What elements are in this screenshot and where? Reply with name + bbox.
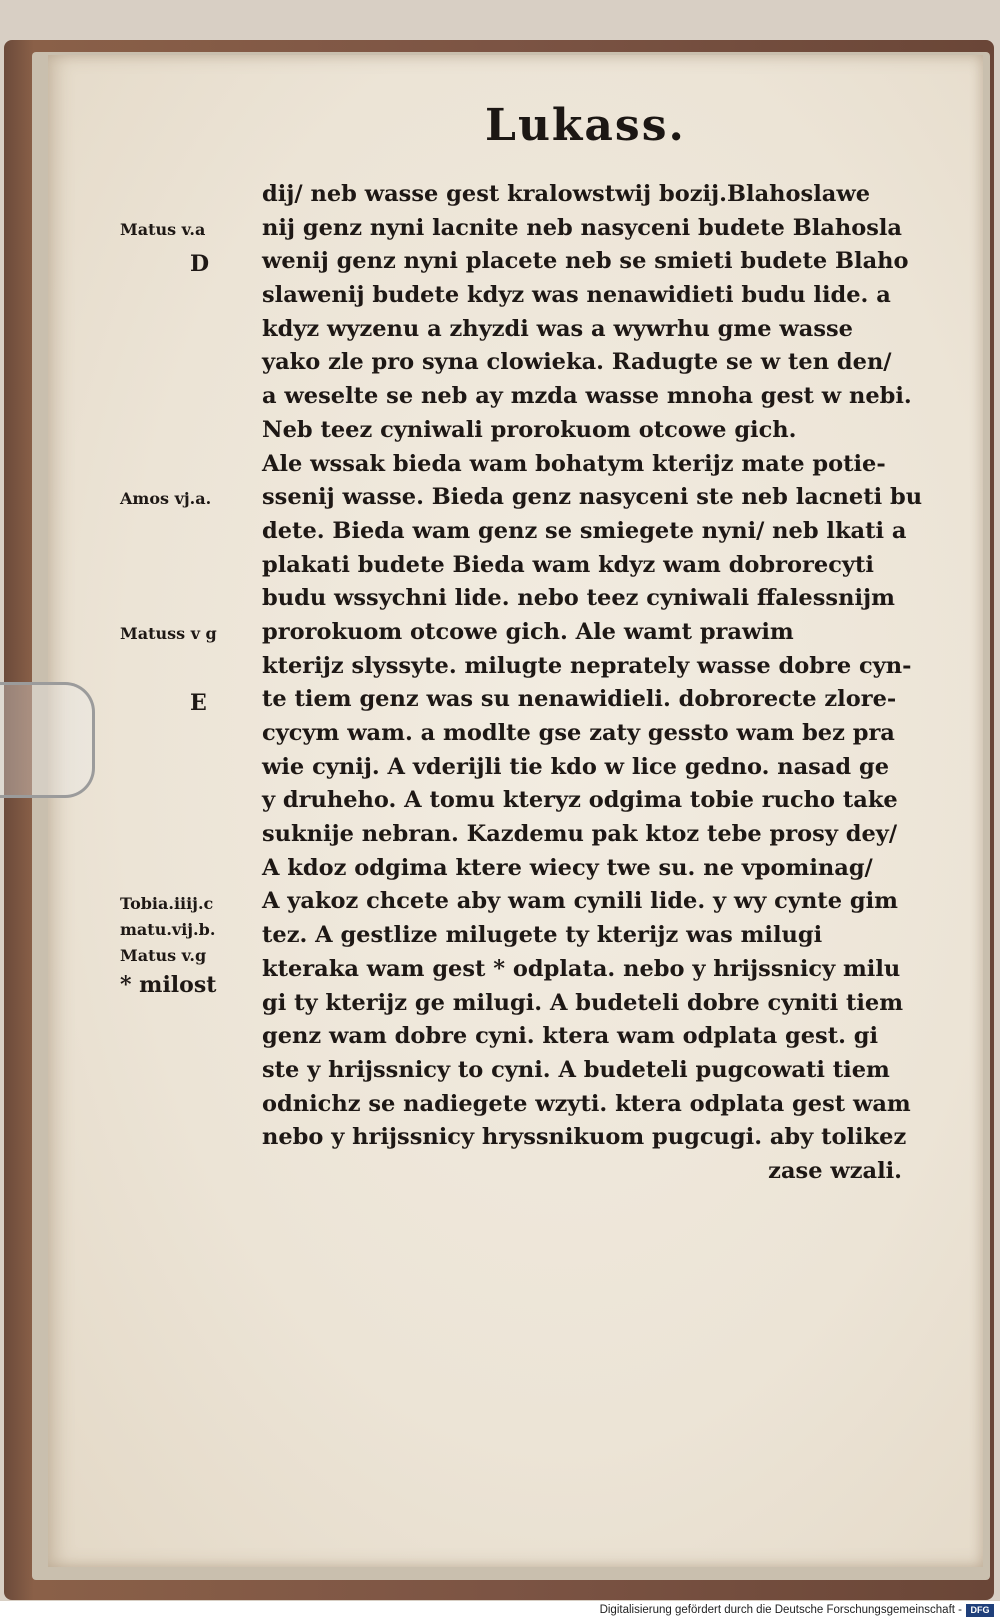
text-line: genz wam dobre cyni. ktera wam odplata gest. gi (262, 1023, 879, 1050)
text-line: wenij genz nyni placete neb se smieti budete Blaho (262, 248, 909, 275)
marginal-note: * milost (120, 971, 217, 998)
text-line: kdyz wyzenu a zhyzdi was a wywrhu gme wasse (262, 315, 853, 342)
marginal-note: Matus v.a (120, 219, 206, 239)
text-line: A yakoz chcete aby wam cynili lide. y wy cynte gim (262, 888, 898, 915)
text-line: tez. A gestlize milugete ty kterijz was milugi (262, 922, 823, 949)
text-line: A kdoz odgima ktere wiecy twe su. ne vpominag/ (262, 854, 873, 881)
text-line: ste y hrijssnicy to cyni. A budeteli pugcowati tiem (262, 1056, 890, 1083)
text-line: budu wssychni lide. nebo teez cyniwali ffalessnijm (262, 585, 895, 612)
text-line: cycym wam. a modlte gse zaty gessto wam bez pra (262, 720, 895, 746)
text-line: y druheho. A tomu kteryz odgima tobie rucho take (262, 787, 898, 814)
body-text (262, 178, 922, 1189)
text-line: nij genz nyni lacnite neb nasyceni budete Blahosla (262, 214, 902, 241)
page-clip (0, 682, 95, 798)
text-line: kteraka wam gest * odplata. nebo y hrijssnicy milu (262, 955, 901, 982)
text-line: slawenij budete kdyz was nenawidieti budu lide. a (262, 282, 891, 309)
text-line: ssenij wasse. Bieda genz nasyceni ste neb lacneti bu (262, 484, 923, 511)
text-line: a weselte se neb ay mzda wasse mnoha gest w nebi. (262, 383, 912, 410)
text-line: gi ty kterijz ge milugi. A budeteli dobre cyniti tiem (262, 989, 904, 1016)
text-line: Ale wssak bieda wam bohatym kterijz mate potie- (262, 450, 886, 477)
text-line: dij/ neb wasse gest kralowstwij bozij.Blahoslawe (262, 181, 871, 207)
text-line: odnichz se nadiegete wzyti. ktera odplata gest wam (262, 1090, 911, 1117)
text-line: zase wzali. (768, 1157, 902, 1184)
text-line: kterijz slyssyte. milugte neprately wasse dobre cyn- (262, 652, 912, 679)
marginal-note: Tobia.iiij.c (120, 893, 214, 913)
marginal-note: Matus v.g (120, 945, 207, 965)
text-line: te tiem genz was su nenawidieli. dobrorecte zlore- (262, 686, 897, 713)
footer-bar (0, 1601, 1000, 1621)
marginal-note: D (190, 251, 210, 278)
text-line: wie cynij. A vderijli tie kdo w lice gedno. nasad ge (262, 753, 890, 780)
text-line: plakati budete Bieda wam kdyz wam dobrorecyti (262, 551, 874, 578)
footer-credit: Digitalisierung gefördert durch die Deutsche Forschungsgemeinschaft - (599, 1604, 962, 1616)
text-line: nebo y hrijssnicy hryssnikuom pugcugi. aby tolikez (262, 1124, 907, 1151)
dfg-logo-icon: DFG (966, 1604, 994, 1617)
running-head: Lukass. (485, 100, 686, 151)
text-line: dete. Bieda wam genz se smiegete nyni/ neb lkati a (262, 517, 907, 544)
text-line: Neb teez cyniwali prorokuom otcowe gich. (262, 416, 797, 443)
marginal-note: E (190, 689, 207, 716)
text-line: yako zle pro syna clowieka. Radugte se w ten den/ (262, 349, 892, 376)
marginal-note: Matuss v g (120, 624, 217, 644)
marginal-note: matu.vij.b. (120, 919, 216, 939)
text-line: prorokuom otcowe gich. Ale wamt prawim (262, 618, 794, 645)
text-line: suknije nebran. Kazdemu pak ktoz tebe prosy dey/ (262, 821, 898, 848)
marginal-note: Amos vj.a. (120, 489, 212, 509)
